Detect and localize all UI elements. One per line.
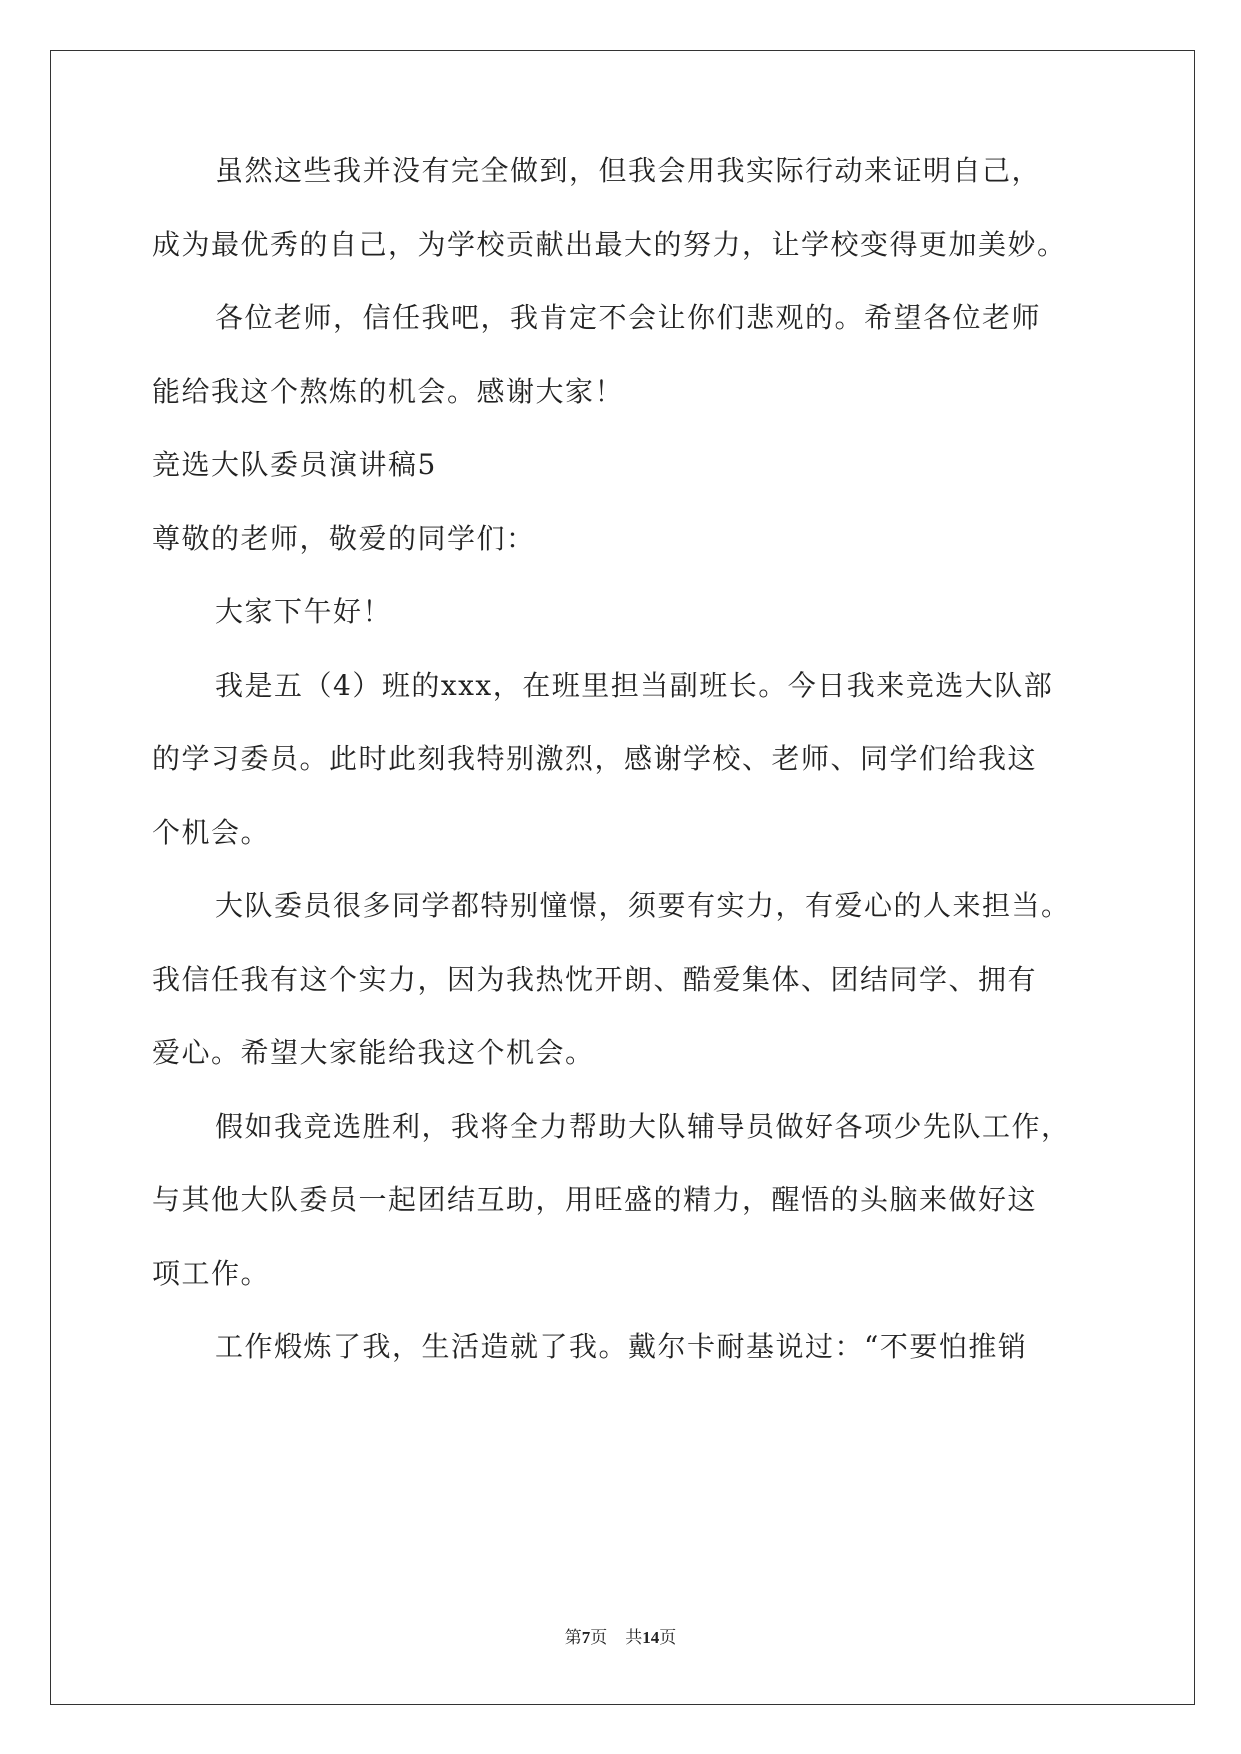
page-footer [0, 1626, 1241, 1650]
paragraph-line: 个机会。 [152, 816, 271, 849]
salutation-line: 尊敬的老师，敬爱的同学们： [152, 522, 536, 555]
total-suffix: 页 [659, 1628, 677, 1648]
total-prefix: 共 [625, 1628, 643, 1648]
page-prefix: 第 [564, 1628, 582, 1648]
paragraph-line: 与其他大队委员一起团结互助，用旺盛的精力，醒悟的头脑来做好这 [152, 1183, 1038, 1216]
paragraph-line: 大家下午好！ [215, 595, 393, 628]
paragraph-line: 的学习委员。此时此刻我特别激烈，感谢学校、老师、同学们给我这 [152, 742, 1038, 775]
paragraph-line: 成为最优秀的自己，为学校贡献出最大的努力，让学校变得更加美妙。 [152, 228, 1067, 261]
paragraph-line: 工作煅炼了我，生活造就了我。戴尔卡耐基说过：“不要怕推销 [215, 1330, 1028, 1363]
paragraph-line: 各位老师，信任我吧，我肯定不会让你们悲观的。希望各位老师 [215, 301, 1042, 334]
page-number: 7 [581, 1628, 591, 1647]
total-pages: 14 [642, 1628, 660, 1647]
page-suffix: 页 [590, 1628, 608, 1648]
paragraph-line: 我信任我有这个实力，因为我热忱开朗、酷爱集体、团结同学、拥有 [152, 963, 1038, 996]
paragraph-line: 爱心。希望大家能给我这个机会。 [152, 1036, 595, 1069]
paragraph-line: 大队委员很多同学都特别憧憬，须要有实力，有爱心的人来担当。 [215, 889, 1071, 922]
paragraph-line: 我是五（4）班的xxx，在班里担当副班长。今日我来竞选大队部 [215, 669, 1054, 702]
paragraph-line: 能给我这个熬炼的机会。感谢大家！ [152, 375, 625, 408]
paragraph-line: 虽然这些我并没有完全做到，但我会用我实际行动来证明自己， [215, 154, 1042, 187]
paragraph-line: 项工作。 [152, 1257, 271, 1290]
paragraph-line: 假如我竞选胜利，我将全力帮助大队辅导员做好各项少先队工作， [215, 1110, 1071, 1143]
section-heading: 竞选大队委员演讲稿5 [152, 448, 437, 481]
